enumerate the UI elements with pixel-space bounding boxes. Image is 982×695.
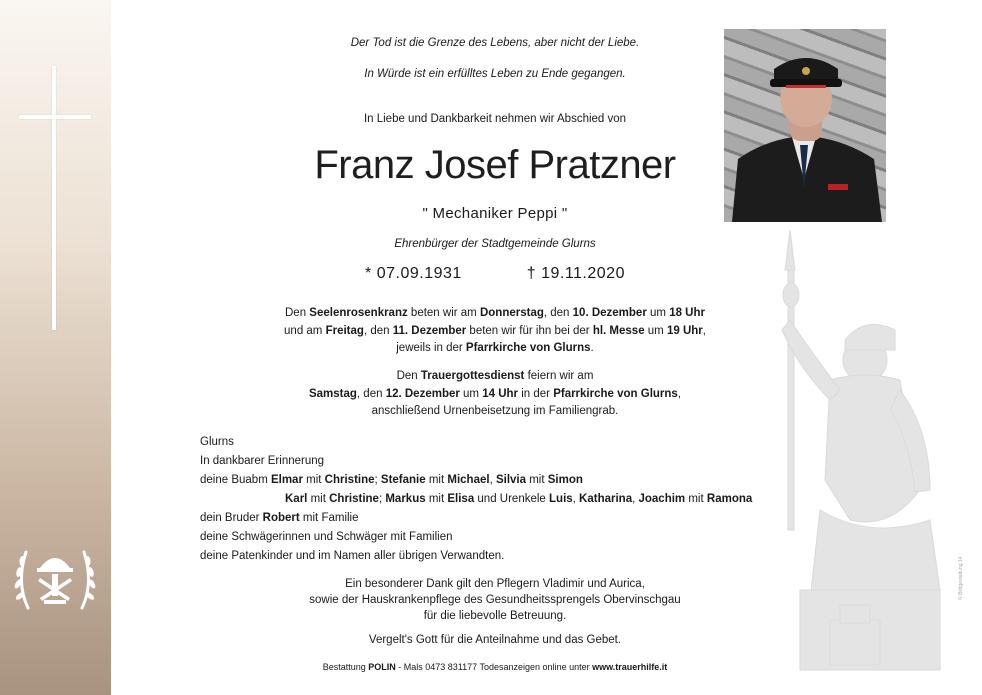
rosary-line-3: jeweils in der Pfarrkirche von Glurns. — [396, 342, 594, 354]
quote-line-2: In Würde ist ein erfülltes Leben zu Ende gegangen. — [364, 68, 626, 80]
family-memory: In dankbarer Erinnerung — [200, 455, 325, 467]
cross-icon-bar — [19, 115, 91, 119]
image-credit: © Bildgestaltung 14 — [958, 556, 964, 600]
footer-line: Bestattung POLIN - Mals 0473 831177 Todesanzeigen online unter www.trauerhilfe.it — [322, 662, 668, 672]
rosary-line-1: Den Seelenrosenkranz beten wir am Donnerstag, den 10. Dezember um 18 Uhr — [285, 307, 705, 319]
saint-florian-statue-image — [770, 230, 960, 685]
family-children-2: Karl mit Christine; Markus mit Elisa und Urenkele Luis, Katharina, Joachim mit Ramona — [285, 493, 753, 505]
death-date: † 19.11.2020 — [526, 265, 625, 282]
funeral-line-3: anschließend Urnenbeisetzung im Familiengrab. — [371, 405, 619, 417]
rosary-paragraph — [230, 305, 760, 358]
nickname: " Mechaniker Peppi " — [422, 205, 568, 222]
thanks-line-1: Ein besonderer Dank gilt den Pflegern Vladimir und Aurica, — [345, 578, 645, 590]
rosary-line-2: und am Freitag, den 11. Dezember beten wir für ihn bei der hl. Messe um 19 Uhr, — [284, 324, 706, 337]
family-brother: dein Bruder Robert mit Familie — [200, 512, 359, 524]
quote-line-1: Der Tod ist die Grenze des Lebens, aber nicht der Liebe. — [350, 37, 640, 49]
funeral-paragraph — [230, 368, 760, 421]
cross-icon — [52, 66, 56, 330]
deceased-name: Franz Josef Pratzner — [314, 143, 676, 187]
life-dates — [230, 265, 760, 283]
thanks-paragraph — [230, 576, 760, 624]
portrait-figure-icon — [724, 29, 886, 222]
footer-website-link[interactable]: www.trauerhilfe.it — [592, 662, 668, 672]
family-place: Glurns — [200, 436, 234, 448]
funeral-line-1: Den Trauergottesdienst feiern wir am — [396, 370, 594, 382]
thanks-line-3: für die liebevolle Betreuung. — [423, 610, 567, 622]
sidebar-band — [0, 0, 111, 695]
family-godchildren: deine Patenkinder und im Namen aller übrigen Verwandten. — [200, 550, 505, 562]
funeral-line-2: Samstag, den 12. Dezember um 14 Uhr in der Pfarrkirche von Glurns, — [308, 387, 682, 400]
thanks-line-2: sowie der Hauskrankenpflege des Gesundheitssprengels Obervinschgau — [309, 594, 681, 606]
fire-brigade-emblem-icon — [10, 538, 100, 616]
honor-title: Ehrenbürger der Stadtgemeinde Glurns — [394, 238, 596, 250]
family-in-laws: deine Schwägerinnen und Schwäger mit Familien — [200, 531, 453, 543]
closing-line: Vergelt's Gott für die Anteilnahme und das Gebet. — [368, 634, 622, 646]
intro-text: In Liebe und Dankbarkeit nehmen wir Abschied von — [363, 113, 627, 125]
birth-date: * 07.09.1931 — [365, 265, 462, 282]
portrait-photo — [724, 29, 886, 222]
family-children: deine Buabm Elmar mit Christine; Stefanie mit Michael, Silvia mit Simon — [200, 474, 583, 486]
family-list — [200, 433, 800, 566]
